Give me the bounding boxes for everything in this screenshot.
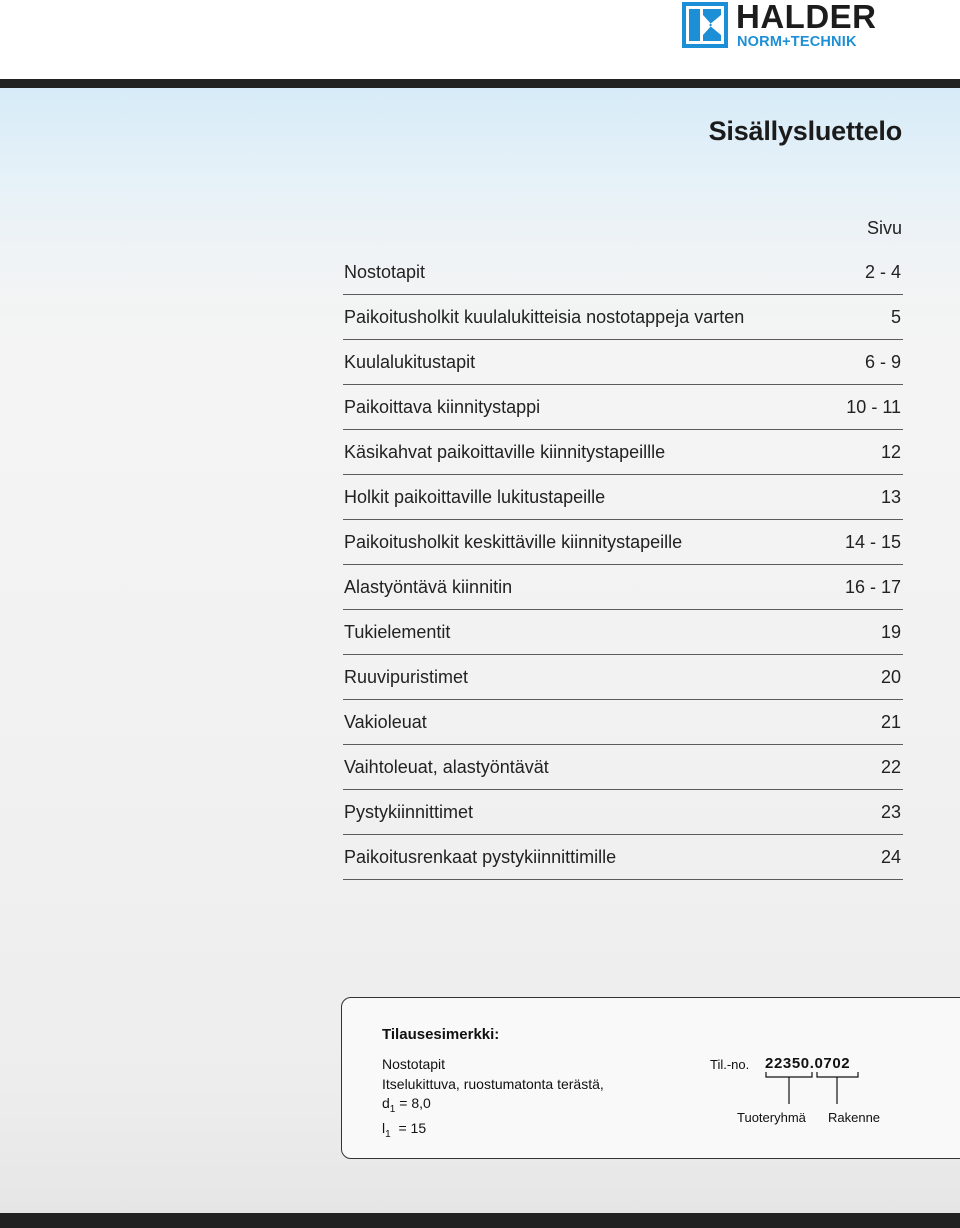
order-number-label: Til.-no. — [710, 1057, 750, 1072]
toc-page-number: 23 — [880, 802, 901, 822]
toc-page-number: 20 — [880, 667, 901, 687]
toc-row — [343, 655, 903, 700]
toc-row — [343, 745, 903, 790]
toc-page-number: 14 - 15 — [844, 532, 901, 552]
toc-row — [343, 520, 903, 565]
toc-row — [343, 340, 903, 385]
order-number-brackets — [722, 1070, 872, 1110]
toc-page-number: 13 — [880, 487, 901, 507]
order-line-description: Itselukittuva, ruostumatonta terästä, — [382, 1075, 604, 1092]
toc-page-number: 12 — [880, 442, 901, 462]
toc-label: Holkit paikoittaville lukitustapeille — [344, 487, 606, 507]
toc-label: Pystykiinnittimet — [344, 802, 474, 822]
toc-page-number: 19 — [880, 622, 901, 642]
toc-row — [343, 430, 903, 475]
page-title: Sisällysluettelo — [708, 116, 902, 146]
toc-row — [343, 250, 903, 295]
halder-logo — [680, 0, 910, 52]
toc-row — [343, 700, 903, 745]
d-value: = 8,0 — [395, 1095, 431, 1111]
toc-label: Kuulalukitustapit — [344, 352, 476, 372]
toc-page-number: 6 - 9 — [864, 352, 901, 372]
order-example-box — [341, 997, 960, 1159]
order-example-title: Tilausesimerkki: — [382, 1026, 500, 1043]
toc-page-number: 22 — [880, 757, 901, 777]
d-subscript: 1 — [389, 1103, 396, 1115]
table-of-contents — [343, 250, 903, 880]
toc-label: Vakioleuat — [344, 712, 427, 732]
toc-row — [343, 790, 903, 835]
toc-label: Tukielementit — [344, 622, 451, 642]
order-line-d1 — [382, 1094, 604, 1119]
toc-row — [343, 565, 903, 610]
footer-rule — [0, 1213, 960, 1228]
toc-page-number: 24 — [880, 847, 901, 867]
toc-page-number: 5 — [890, 307, 901, 327]
page-column-header: Sivu — [866, 218, 902, 238]
halder-logo-mark-icon — [682, 2, 728, 48]
order-line-product: Nostotapit — [382, 1056, 446, 1072]
toc-row — [343, 835, 903, 880]
l-value: = 15 — [390, 1120, 427, 1137]
toc-row — [343, 475, 903, 520]
toc-label: Käsikahvat paikoittaville kiinnitystapeillle — [344, 442, 666, 462]
order-line-l1 — [382, 1119, 604, 1144]
toc-label: Paikoitusholkit kuulalukitteisia nostotappeja varten — [344, 307, 745, 327]
order-number: 22350.0702 — [765, 1055, 851, 1072]
logo-wordmark: HALDER — [736, 0, 877, 35]
toc-label: Nostotapit — [344, 262, 426, 282]
toc-label: Ruuvipuristimet — [344, 667, 469, 687]
toc-label: Paikoitusholkit keskittäville kiinnitystapeille — [344, 532, 683, 552]
toc-page-number: 10 - 11 — [846, 397, 901, 417]
l-subscript: 1 — [385, 1129, 391, 1141]
toc-row — [343, 385, 903, 430]
toc-page-number: 2 - 4 — [864, 262, 901, 282]
toc-label: Alastyöntävä kiinnitin — [344, 577, 513, 597]
toc-page-number: 16 - 17 — [844, 577, 901, 597]
header-rule — [0, 79, 960, 88]
logo-subtitle: NORM+TECHNIK — [737, 34, 857, 50]
l-symbol: l — [382, 1120, 386, 1137]
toc-label: Paikoittava kiinnitystappi — [344, 397, 541, 417]
toc-row — [343, 610, 903, 655]
caption-product-group: Tuoteryhmä — [737, 1110, 806, 1125]
d-symbol: d — [382, 1095, 390, 1111]
caption-structure: Rakenne — [828, 1110, 881, 1125]
toc-label: Paikoitusrenkaat pystykiinnittimille — [344, 847, 617, 867]
toc-page-number: 21 — [880, 712, 901, 732]
toc-label: Vaihtoleuat, alastyöntävät — [344, 757, 549, 777]
order-example-lines — [382, 1055, 604, 1145]
toc-row — [343, 295, 903, 340]
